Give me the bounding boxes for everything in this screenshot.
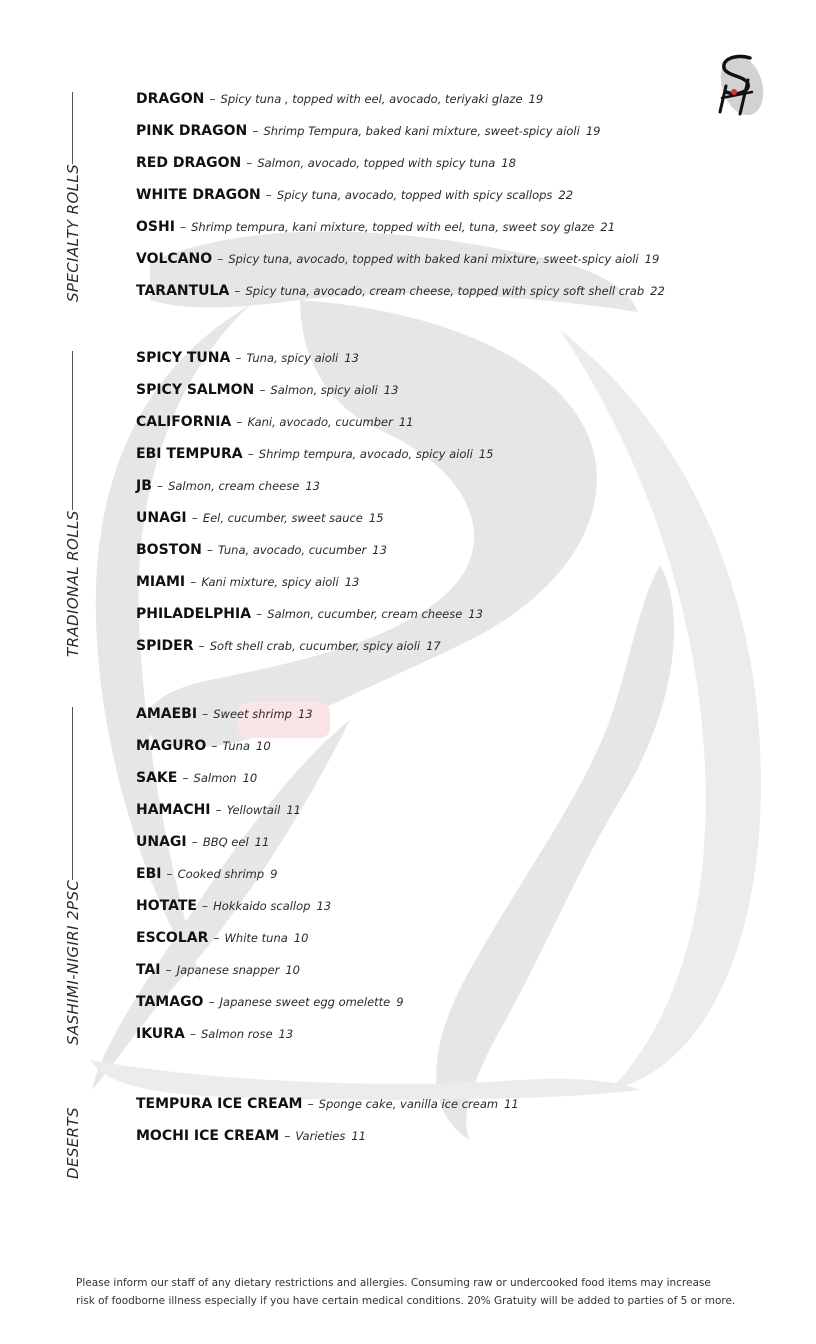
item-price: 13 [316, 899, 332, 913]
item-price: 15 [478, 447, 494, 461]
separator: – [189, 1027, 196, 1041]
item-name: DRAGON [136, 91, 205, 107]
item-price: 13 [383, 383, 399, 397]
item-description: Japanese snapper [176, 963, 280, 977]
item-list [136, 347, 493, 667]
separator: – [191, 835, 198, 849]
section-label: DESERTS [64, 1107, 82, 1179]
item-description: Kani mixture, spicy aioli [201, 575, 339, 589]
menu-item [136, 767, 404, 799]
menu-item [136, 120, 665, 152]
item-name: TEMPURA ICE CREAM [136, 1096, 303, 1112]
menu-item [136, 248, 665, 280]
logo-red-dot [731, 89, 737, 95]
item-name: SAKE [136, 770, 178, 786]
menu-item [136, 1023, 404, 1055]
item-description: Spicy tuna, avocado, topped with baked kani mixture, sweet-spicy aioli [228, 252, 639, 266]
item-price: 11 [504, 1097, 519, 1111]
item-price: 18 [501, 156, 516, 170]
item-price: 13 [372, 543, 387, 557]
section-label: SASHIMI-NIGIRI 2PSC [64, 879, 82, 1045]
section-traditional-rolls [0, 347, 816, 669]
separator: – [234, 284, 241, 298]
item-description: Cooked shrimp [177, 867, 265, 881]
item-name: TARANTULA [136, 283, 230, 299]
item-name: PHILADELPHIA [136, 606, 252, 622]
separator: – [259, 383, 266, 397]
allergy-disclaimer [76, 1274, 776, 1310]
item-price: 11 [254, 835, 270, 849]
item-name: RED DRAGON [136, 155, 242, 171]
item-price: 11 [351, 1129, 366, 1143]
item-name: HOTATE [136, 898, 197, 914]
separator: – [166, 867, 173, 881]
item-price: 11 [398, 415, 414, 429]
item-name: UNAGI [136, 510, 187, 526]
item-description: Spicy tuna, avocado, topped with spicy scallops [276, 188, 553, 202]
item-price: 13 [297, 707, 313, 721]
menu-item [136, 443, 493, 475]
menu-item [136, 571, 493, 603]
item-price: 21 [600, 220, 616, 234]
menu-item [136, 507, 493, 539]
item-list [136, 703, 404, 1055]
item-price: 17 [426, 639, 441, 653]
item-name: UNAGI [136, 834, 187, 850]
menu-item [136, 216, 665, 248]
separator: – [247, 447, 254, 461]
item-description: Salmon rose [200, 1027, 273, 1041]
disclaimer-line: Please inform our staff of any dietary restrictions and allergies. Consuming raw or undercooked food items may increase [76, 1277, 711, 1289]
item-price: 19 [528, 92, 544, 106]
separator: – [213, 931, 220, 945]
separator: – [180, 220, 187, 234]
item-price: 9 [396, 995, 404, 1009]
item-description: Hokkaido scallop [213, 899, 311, 913]
section-sashimi-nigiri [0, 703, 816, 1057]
item-description: Spicy tuna, avocado, cream cheese, topped with spicy soft shell crab [245, 284, 645, 298]
item-description: Salmon, avocado, topped with spicy tuna [257, 156, 496, 170]
menu-item [136, 475, 493, 507]
item-name: OSHI [136, 219, 175, 235]
menu-item [136, 347, 493, 379]
item-description: Salmon, spicy aioli [270, 383, 378, 397]
menu-item [136, 927, 404, 959]
separator: – [190, 575, 197, 589]
section-side-label [62, 1095, 84, 1179]
item-name: MOCHI ICE CREAM [136, 1128, 280, 1144]
item-price: 13 [344, 351, 359, 365]
item-description: Spicy tuna , topped with eel, avocado, teriyaki glaze [220, 92, 523, 106]
item-name: SPIDER [136, 638, 194, 654]
item-price: 10 [242, 771, 258, 785]
item-description: Salmon [193, 771, 237, 785]
item-list [136, 88, 665, 312]
menu-item [136, 280, 665, 312]
item-name: SPICY TUNA [136, 350, 231, 366]
item-description: Salmon, cream cheese [168, 479, 300, 493]
separator: – [191, 511, 198, 525]
item-price: 11 [286, 803, 301, 817]
item-description: White tuna [224, 931, 288, 945]
section-side-label [62, 92, 84, 302]
separator: – [198, 639, 205, 653]
separator: – [217, 252, 224, 266]
item-price: 13 [344, 575, 360, 589]
separator: – [265, 188, 272, 202]
menu-item [136, 799, 404, 831]
item-price: 9 [270, 867, 278, 881]
item-name: HAMACHI [136, 802, 211, 818]
item-description: Sweet shrimp [213, 707, 292, 721]
item-list [136, 1093, 519, 1157]
item-description: Tuna [222, 739, 250, 753]
item-name: SPICY SALMON [136, 382, 255, 398]
item-name: PINK DRAGON [136, 123, 248, 139]
item-name: MIAMI [136, 574, 186, 590]
item-name: IKURA [136, 1026, 185, 1042]
section-deserts [0, 1093, 816, 1183]
item-name: MAGURO [136, 738, 207, 754]
item-price: 22 [650, 284, 665, 298]
item-name: EBI [136, 866, 162, 882]
menu-item [136, 703, 404, 735]
item-price: 19 [644, 252, 660, 266]
menu-item [136, 863, 404, 895]
item-name: TAI [136, 962, 161, 978]
item-price: 13 [278, 1027, 294, 1041]
item-name: WHITE DRAGON [136, 187, 261, 203]
brand-logo [712, 52, 768, 118]
separator: – [208, 995, 215, 1009]
separator: – [252, 124, 259, 138]
item-price: 19 [585, 124, 601, 138]
item-description: Soft shell crab, cucumber, spicy aioli [209, 639, 421, 653]
item-description: Kani, avocado, cucumber [247, 415, 393, 429]
item-price: 10 [256, 739, 271, 753]
menu-item [136, 379, 493, 411]
separator: – [256, 607, 263, 621]
separator: – [246, 156, 253, 170]
menu-item [136, 184, 665, 216]
section-side-label [62, 707, 84, 1045]
item-description: Varieties [295, 1129, 346, 1143]
item-description: Salmon, cucumber, cream cheese [267, 607, 463, 621]
item-price: 10 [285, 963, 300, 977]
menu-item [136, 635, 493, 667]
item-price: 15 [368, 511, 384, 525]
item-name: EBI TEMPURA [136, 446, 243, 462]
menu-item [136, 895, 404, 927]
item-name: VOLCANO [136, 251, 213, 267]
section-specialty-rolls [0, 88, 816, 314]
item-name: JB [136, 478, 152, 494]
menu-item [136, 411, 493, 443]
menu-item [136, 1093, 519, 1125]
separator: – [156, 479, 163, 493]
menu-item [136, 603, 493, 635]
separator: – [202, 707, 209, 721]
item-description: Shrimp tempura, avocado, spicy aioli [258, 447, 473, 461]
item-description: BBQ eel [202, 835, 249, 849]
item-name: AMAEBI [136, 706, 198, 722]
item-name: BOSTON [136, 542, 202, 558]
item-description: Tuna, avocado, cucumber [218, 543, 367, 557]
separator: – [307, 1097, 314, 1111]
menu-item [136, 539, 493, 571]
separator: – [209, 92, 216, 106]
separator: – [236, 415, 243, 429]
separator: – [202, 899, 209, 913]
item-description: Sponge cake, vanilla ice cream [318, 1097, 499, 1111]
separator: – [206, 543, 213, 557]
item-price: 10 [293, 931, 309, 945]
item-description: Eel, cucumber, sweet sauce [202, 511, 363, 525]
menu-item [136, 152, 665, 184]
item-description: Yellowtail [226, 803, 281, 817]
item-description: Japanese sweet egg omelette [219, 995, 391, 1009]
separator: – [284, 1129, 291, 1143]
menu-item [136, 1125, 519, 1157]
item-name: CALIFORNIA [136, 414, 232, 430]
separator: – [165, 963, 172, 977]
item-price: 13 [468, 607, 483, 621]
disclaimer-line: risk of foodborne illness especially if you have certain medical conditions. 20% Gratuity will be added to parties of 5 or more. [76, 1295, 736, 1307]
separator: – [211, 739, 218, 753]
menu-item [136, 735, 404, 767]
separator: – [235, 351, 242, 365]
separator: – [182, 771, 189, 785]
item-price: 22 [558, 188, 574, 202]
item-description: Shrimp tempura, kani mixture, topped with eel, tuna, sweet soy glaze [191, 220, 595, 234]
item-name: ESCOLAR [136, 930, 209, 946]
item-description: Shrimp Tempura, baked kani mixture, sweet-spicy aioli [263, 124, 580, 138]
menu-item [136, 831, 404, 863]
separator: – [215, 803, 222, 817]
menu-item [136, 991, 404, 1023]
item-price: 13 [305, 479, 320, 493]
section-side-label [62, 351, 84, 657]
menu-item [136, 88, 665, 120]
item-name: TAMAGO [136, 994, 204, 1010]
menu-item [136, 959, 404, 991]
section-label: SPECIALTY ROLLS [64, 163, 82, 302]
item-description: Tuna, spicy aioli [246, 351, 339, 365]
section-label: TRADIONAL ROLLS [64, 510, 82, 657]
